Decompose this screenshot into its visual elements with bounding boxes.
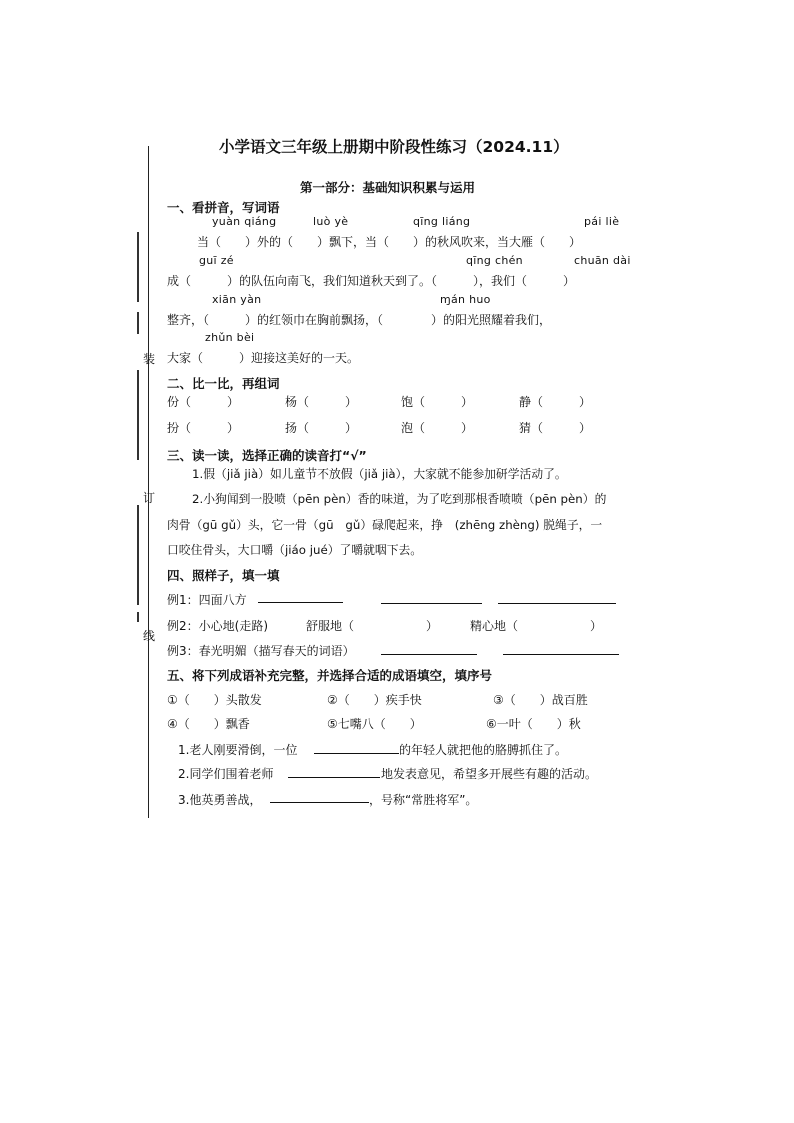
sentence-1-start: 1.老人刚要滑倒，一位 (178, 743, 298, 757)
fill-line-1: 当（ ）外的（ ）飘下，当（ ）的秋风吹来，当大雁（ ） (197, 235, 582, 249)
reading-line-2: 2.小狗闻到一股喷（pēn pèn）香的味道，为了吃到那根香喷喷（pēn pèn）的 (192, 492, 607, 506)
binding-mark-4 (137, 505, 139, 605)
pinyin-10: zhǔn bèi (205, 331, 255, 344)
reading-line-3: 肉骨（gū gǔ）头，它一骨（gū gǔ）碌爬起来，挣 (zhēng zhèng) 脱绳子，一 (167, 518, 603, 532)
fill-line-2: 成（ ）的队伍向南飞，我们知道秋天到了。（ ），我们（ ） (167, 274, 576, 288)
binding-mark-5 (137, 612, 139, 622)
sentence-1-blank (314, 753, 399, 754)
compare-word-8: 猜（ ） (519, 421, 592, 435)
part-one-title: 第一部分：基础知识积累与运用 (300, 180, 476, 195)
idiom-4: ④（ ）飘香 (167, 717, 250, 731)
pinyin-3: qīng liáng (413, 215, 471, 228)
binding-char-xian: 线 (143, 629, 156, 643)
example-3: 例3：春光明媚（描写春天的词语） (167, 644, 355, 658)
fill-line-3: 整齐，（ ）的红领巾在胸前飘扬，（ ）的阳光照耀着我们， (167, 313, 552, 327)
example-1: 例1：四面八方 (167, 593, 247, 607)
pinyin-8: xiān yàn (212, 293, 262, 306)
pinyin-7: chuān dài (574, 254, 631, 267)
section-5-heading: 五、将下列成语补充完整，并选择合适的成语填空，填序号 (167, 668, 493, 683)
compare-word-6: 扬（ ） (285, 421, 358, 435)
binding-mark-3 (137, 370, 139, 460)
pinyin-9: ɱán huo (440, 293, 491, 306)
section-4-heading: 四、照样子，填一填 (167, 568, 280, 583)
pinyin-1: yuàn qiáng (212, 215, 277, 228)
compare-word-4: 静（ ） (519, 395, 592, 409)
sentence-1-end: 的年轻人就把他的胳膊抓住了。 (399, 743, 568, 757)
section-1-heading: 一、看拼音，写词语 (167, 200, 280, 215)
binding-mark-1 (137, 232, 139, 302)
blank-line-2 (381, 603, 482, 604)
compare-word-2: 杨（ ） (285, 395, 358, 409)
idiom-6: ⑥一叶（ ）秋 (486, 717, 581, 731)
pinyin-4: pái liè (584, 215, 620, 228)
idiom-5: ⑤七嘴八（ ） (327, 717, 422, 731)
example-2-blank-a: 舒服地（ ） (306, 619, 439, 633)
blank-line-5 (503, 654, 619, 655)
binding-char-zhuang: 装 (143, 352, 156, 366)
pinyin-2: luò yè (313, 215, 349, 228)
reading-line-4: 口咬住骨头，大口嚼（jiáo jué）了嚼就咽下去。 (167, 543, 423, 557)
sentence-3-start: 3.他英勇善战， (178, 793, 262, 807)
sentence-3-blank (270, 802, 369, 803)
idiom-1: ①（ ）头散发 (167, 693, 262, 707)
compare-word-3: 饱（ ） (401, 395, 474, 409)
fill-line-4: 大家（ ）迎接这美好的一天。 (167, 351, 360, 365)
compare-word-1: 份（ ） (167, 395, 240, 409)
blank-line-1 (258, 602, 343, 603)
section-2-heading: 二、比一比，再组词 (167, 376, 280, 391)
example-2-blank-b: 精心地（ ） (470, 619, 603, 633)
binding-char-ding: 订 (143, 491, 156, 505)
compare-word-5: 扮（ ） (167, 421, 240, 435)
blank-line-4 (381, 654, 477, 655)
blank-line-3 (498, 603, 616, 604)
sentence-2-start: 2.同学们围着老师 (178, 767, 274, 781)
binding-mark-2 (137, 312, 139, 334)
compare-word-7: 泡（ ） (401, 421, 474, 435)
example-2: 例2：小心地(走路) (167, 619, 268, 633)
page-title: 小学语文三年级上册期中阶段性练习（2024.11） (219, 138, 569, 156)
sentence-2-end: 地发表意见，希望多开展些有趣的活动。 (381, 767, 598, 781)
sentence-2-blank (288, 777, 380, 778)
binding-line-left (148, 146, 149, 818)
idiom-3: ③（ ）战百胜 (493, 693, 588, 707)
idiom-2: ②（ ）疾手快 (327, 693, 422, 707)
pinyin-5: guī zé (199, 254, 234, 267)
reading-line-1: 1.假（jiǎ jià）如儿童节不放假（jiǎ jià），大家就不能参加研学活动了。 (192, 467, 567, 481)
pinyin-6: qīng chén (466, 254, 523, 267)
section-3-heading: 三、读一读，选择正确的读音打“√” (167, 448, 367, 463)
sentence-3-end: ，号称“常胜将军”。 (369, 793, 478, 807)
